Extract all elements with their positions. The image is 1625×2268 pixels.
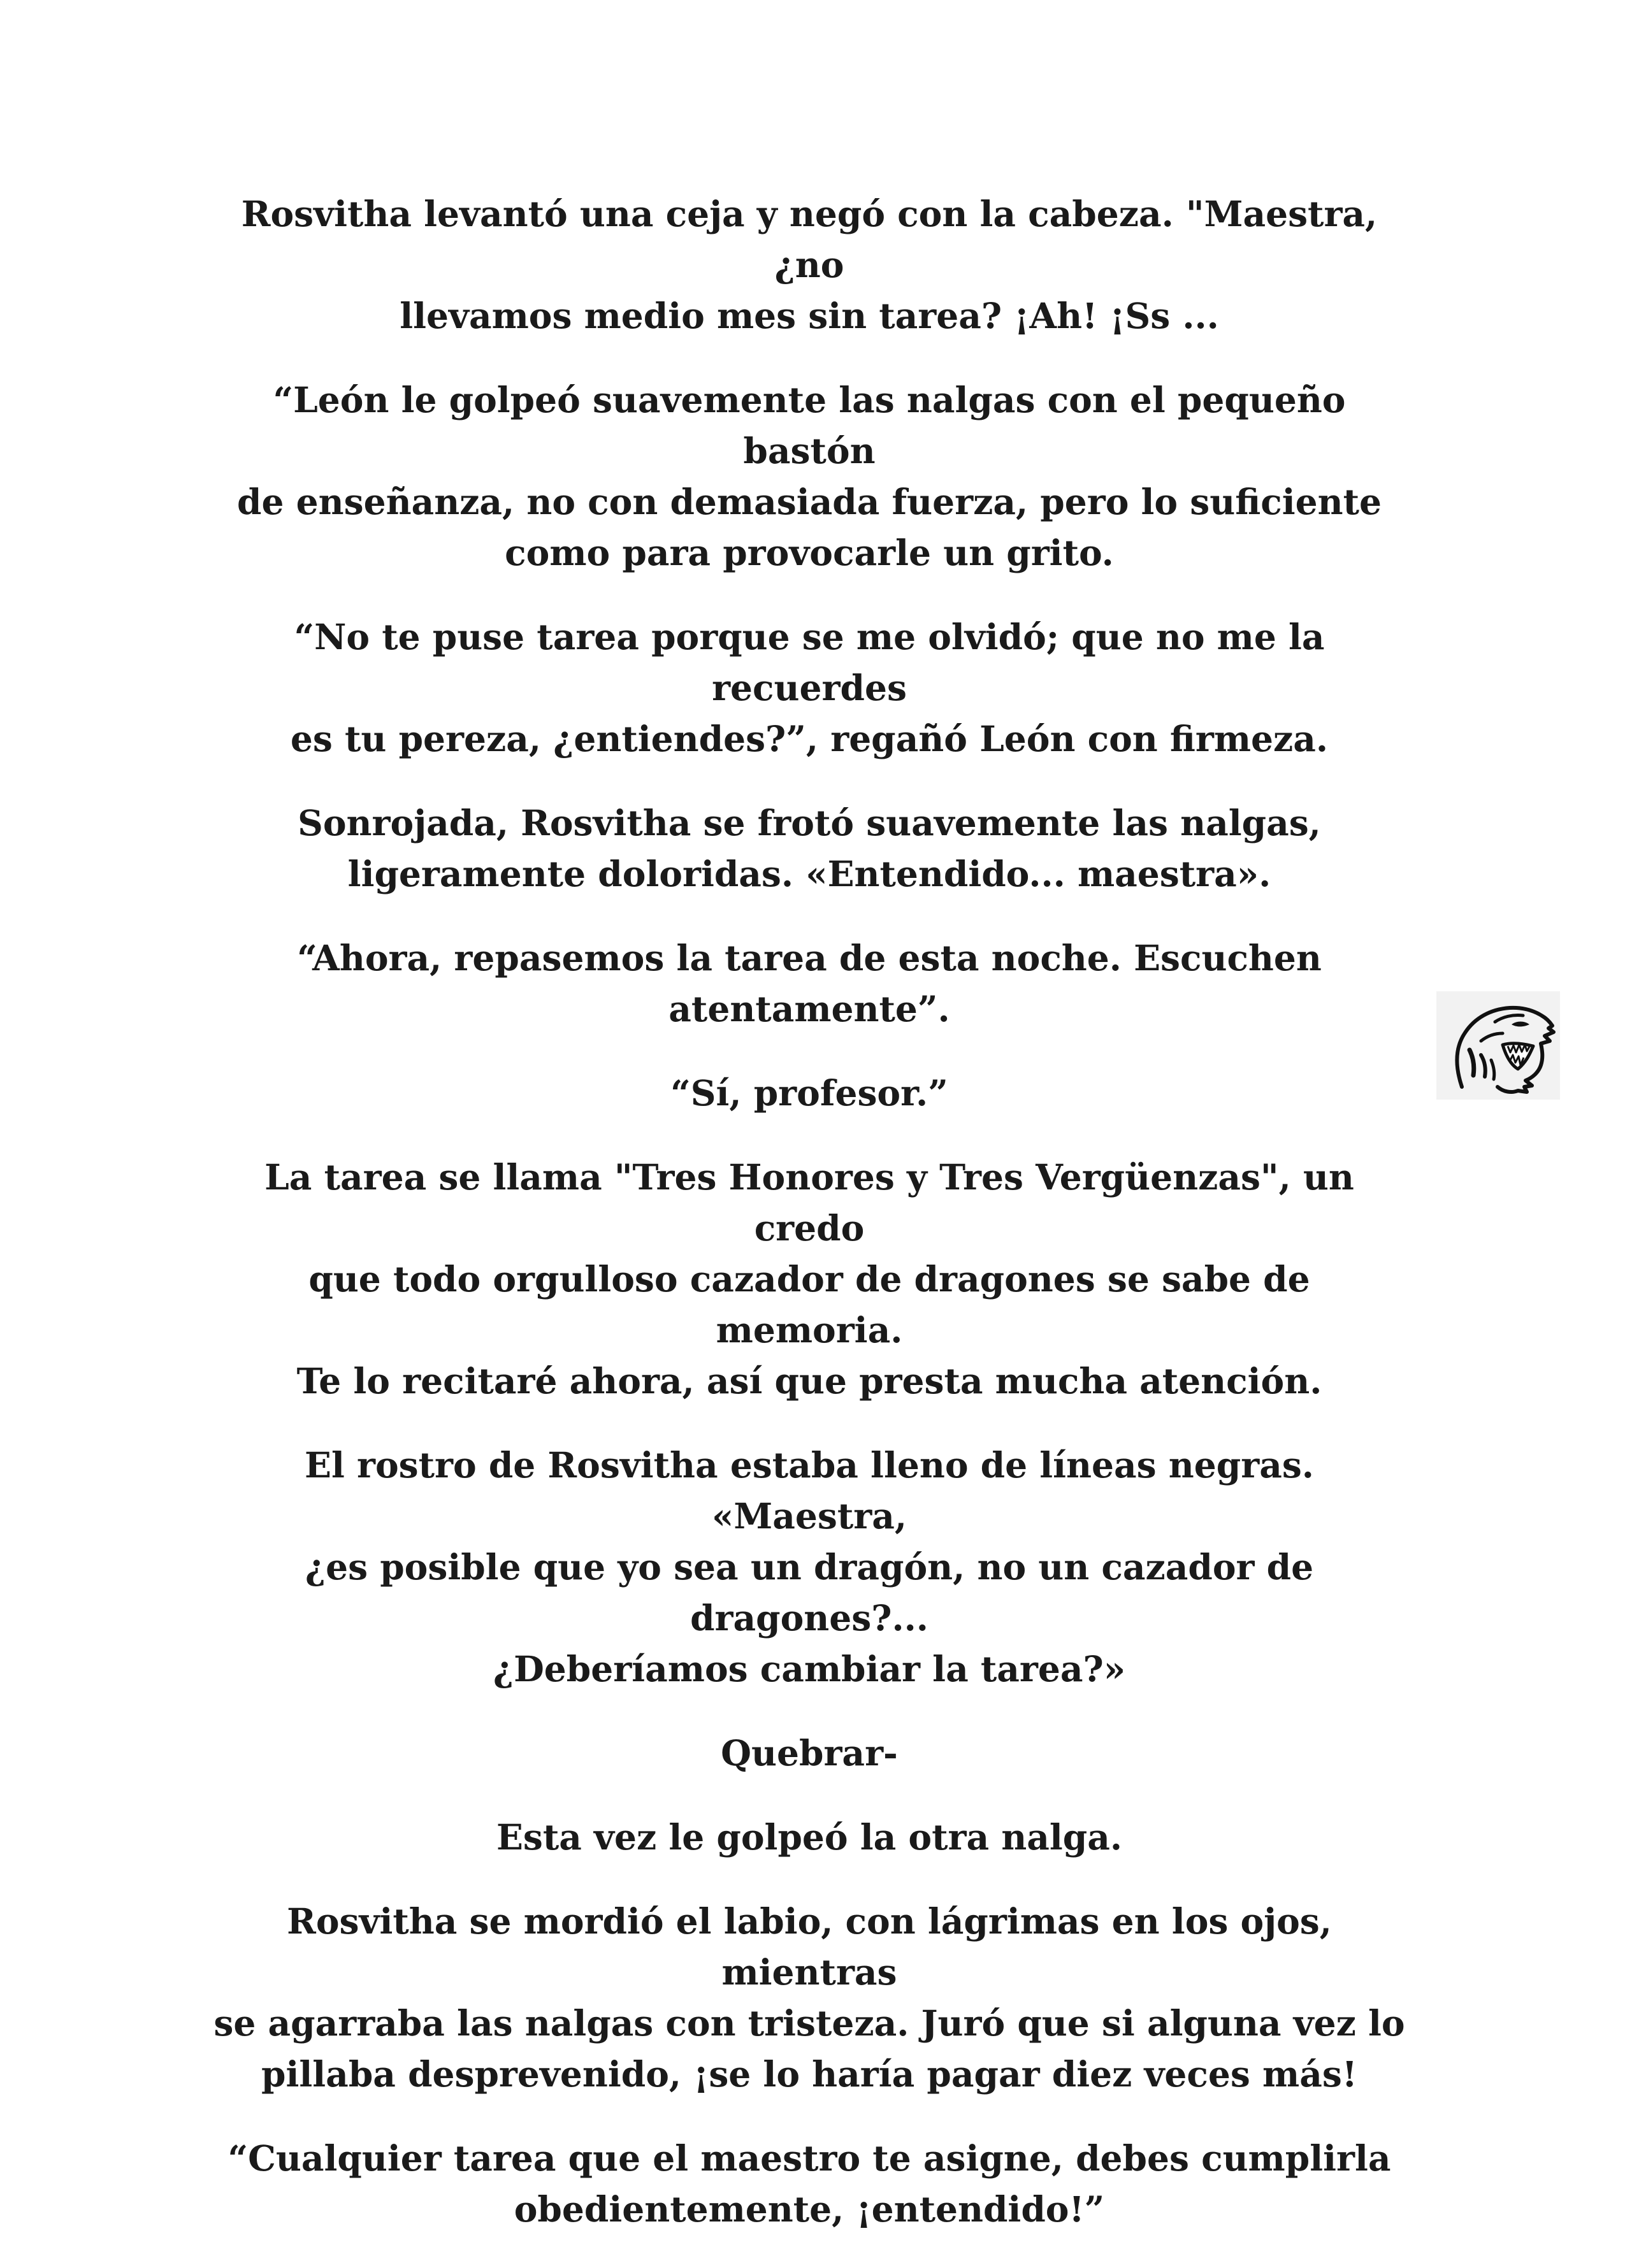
paragraph-3: [210, 612, 1408, 764]
text-line: “No te puse tarea porque se me olvidó; que no me la recuerdes: [294, 616, 1325, 708]
text-line: El rostro de Rosvitha estaba lleno de líneas negras. «Maestra,: [305, 1444, 1314, 1537]
paragraph-4: [210, 798, 1408, 900]
paragraph-1: [210, 189, 1408, 341]
text-line: es tu pereza, ¿entiendes?”, regañó León con firmeza.: [290, 718, 1329, 759]
paragraph-7: [210, 1152, 1408, 1407]
text-line: como para provocarle un grito.: [505, 532, 1114, 573]
text-line: atentamente”.: [668, 988, 950, 1030]
text-line: “Sí, profesor.”: [670, 1072, 948, 1114]
text-line: Rosvitha levantó una ceja y negó con la cabeza. "Maestra, ¿no: [241, 193, 1378, 285]
text-line: La tarea se llama "Tres Honores y Tres Vergüenzas", un credo: [264, 1156, 1354, 1249]
text-line: Rosvitha se mordió el labio, con lágrimas en los ojos, mientras: [287, 1900, 1332, 1993]
text-line: ¿Deberíamos cambiar la tarea?»: [493, 1648, 1126, 1690]
text-line: Sonrojada, Rosvitha se frotó suavemente las nalgas,: [298, 802, 1321, 843]
paragraph-9: [210, 1728, 1408, 1779]
text-line: llevamos medio mes sin tarea? ¡Ah! ¡Ss ...: [400, 295, 1219, 336]
text-line: “León le golpeó suavemente las nalgas con el pequeño bastón: [273, 379, 1346, 471]
text-line: pillaba desprevenido, ¡se lo haría pagar diez veces más!: [261, 2053, 1357, 2095]
text-line: Quebrar-: [721, 1732, 898, 1774]
text-line: “Cualquier tarea que el maestro te asigne, debes cumplirla: [227, 2137, 1391, 2179]
text-line: ligeramente doloridas. «Entendido... maestra».: [347, 853, 1271, 894]
paragraph-12: [210, 2133, 1408, 2235]
text-line: se agarraba las nalgas con tristeza. Juró que si alguna vez lo: [213, 2002, 1405, 2044]
text-line: Te lo recitaré ahora, así que presta mucha atención.: [296, 1360, 1322, 1402]
paragraph-10: [210, 1812, 1408, 1863]
text-line: de enseñanza, no con demasiada fuerza, pero lo suficiente: [237, 481, 1382, 522]
paragraph-6: [210, 1068, 1408, 1119]
text-line: Esta vez le golpeó la otra nalga.: [496, 1816, 1123, 1858]
paragraph-5: [210, 933, 1408, 1035]
paragraph-11: [210, 1896, 1408, 2100]
text-line: obedientemente, ¡entendido!”: [514, 2188, 1105, 2230]
text-line: ¿es posible que yo sea un dragón, no un cazador de dragones?...: [305, 1546, 1314, 1639]
text-line: que todo orgulloso cazador de dragones se sabe de memoria.: [308, 1258, 1310, 1351]
story-text: [210, 189, 1408, 2268]
paragraph-8: [210, 1440, 1408, 1695]
text-line: “Ahora, repasemos la tarea de esta noche. Escuchen: [297, 937, 1322, 979]
paragraph-2: [210, 375, 1408, 578]
dinosaur-head-icon: [1436, 991, 1560, 1100]
